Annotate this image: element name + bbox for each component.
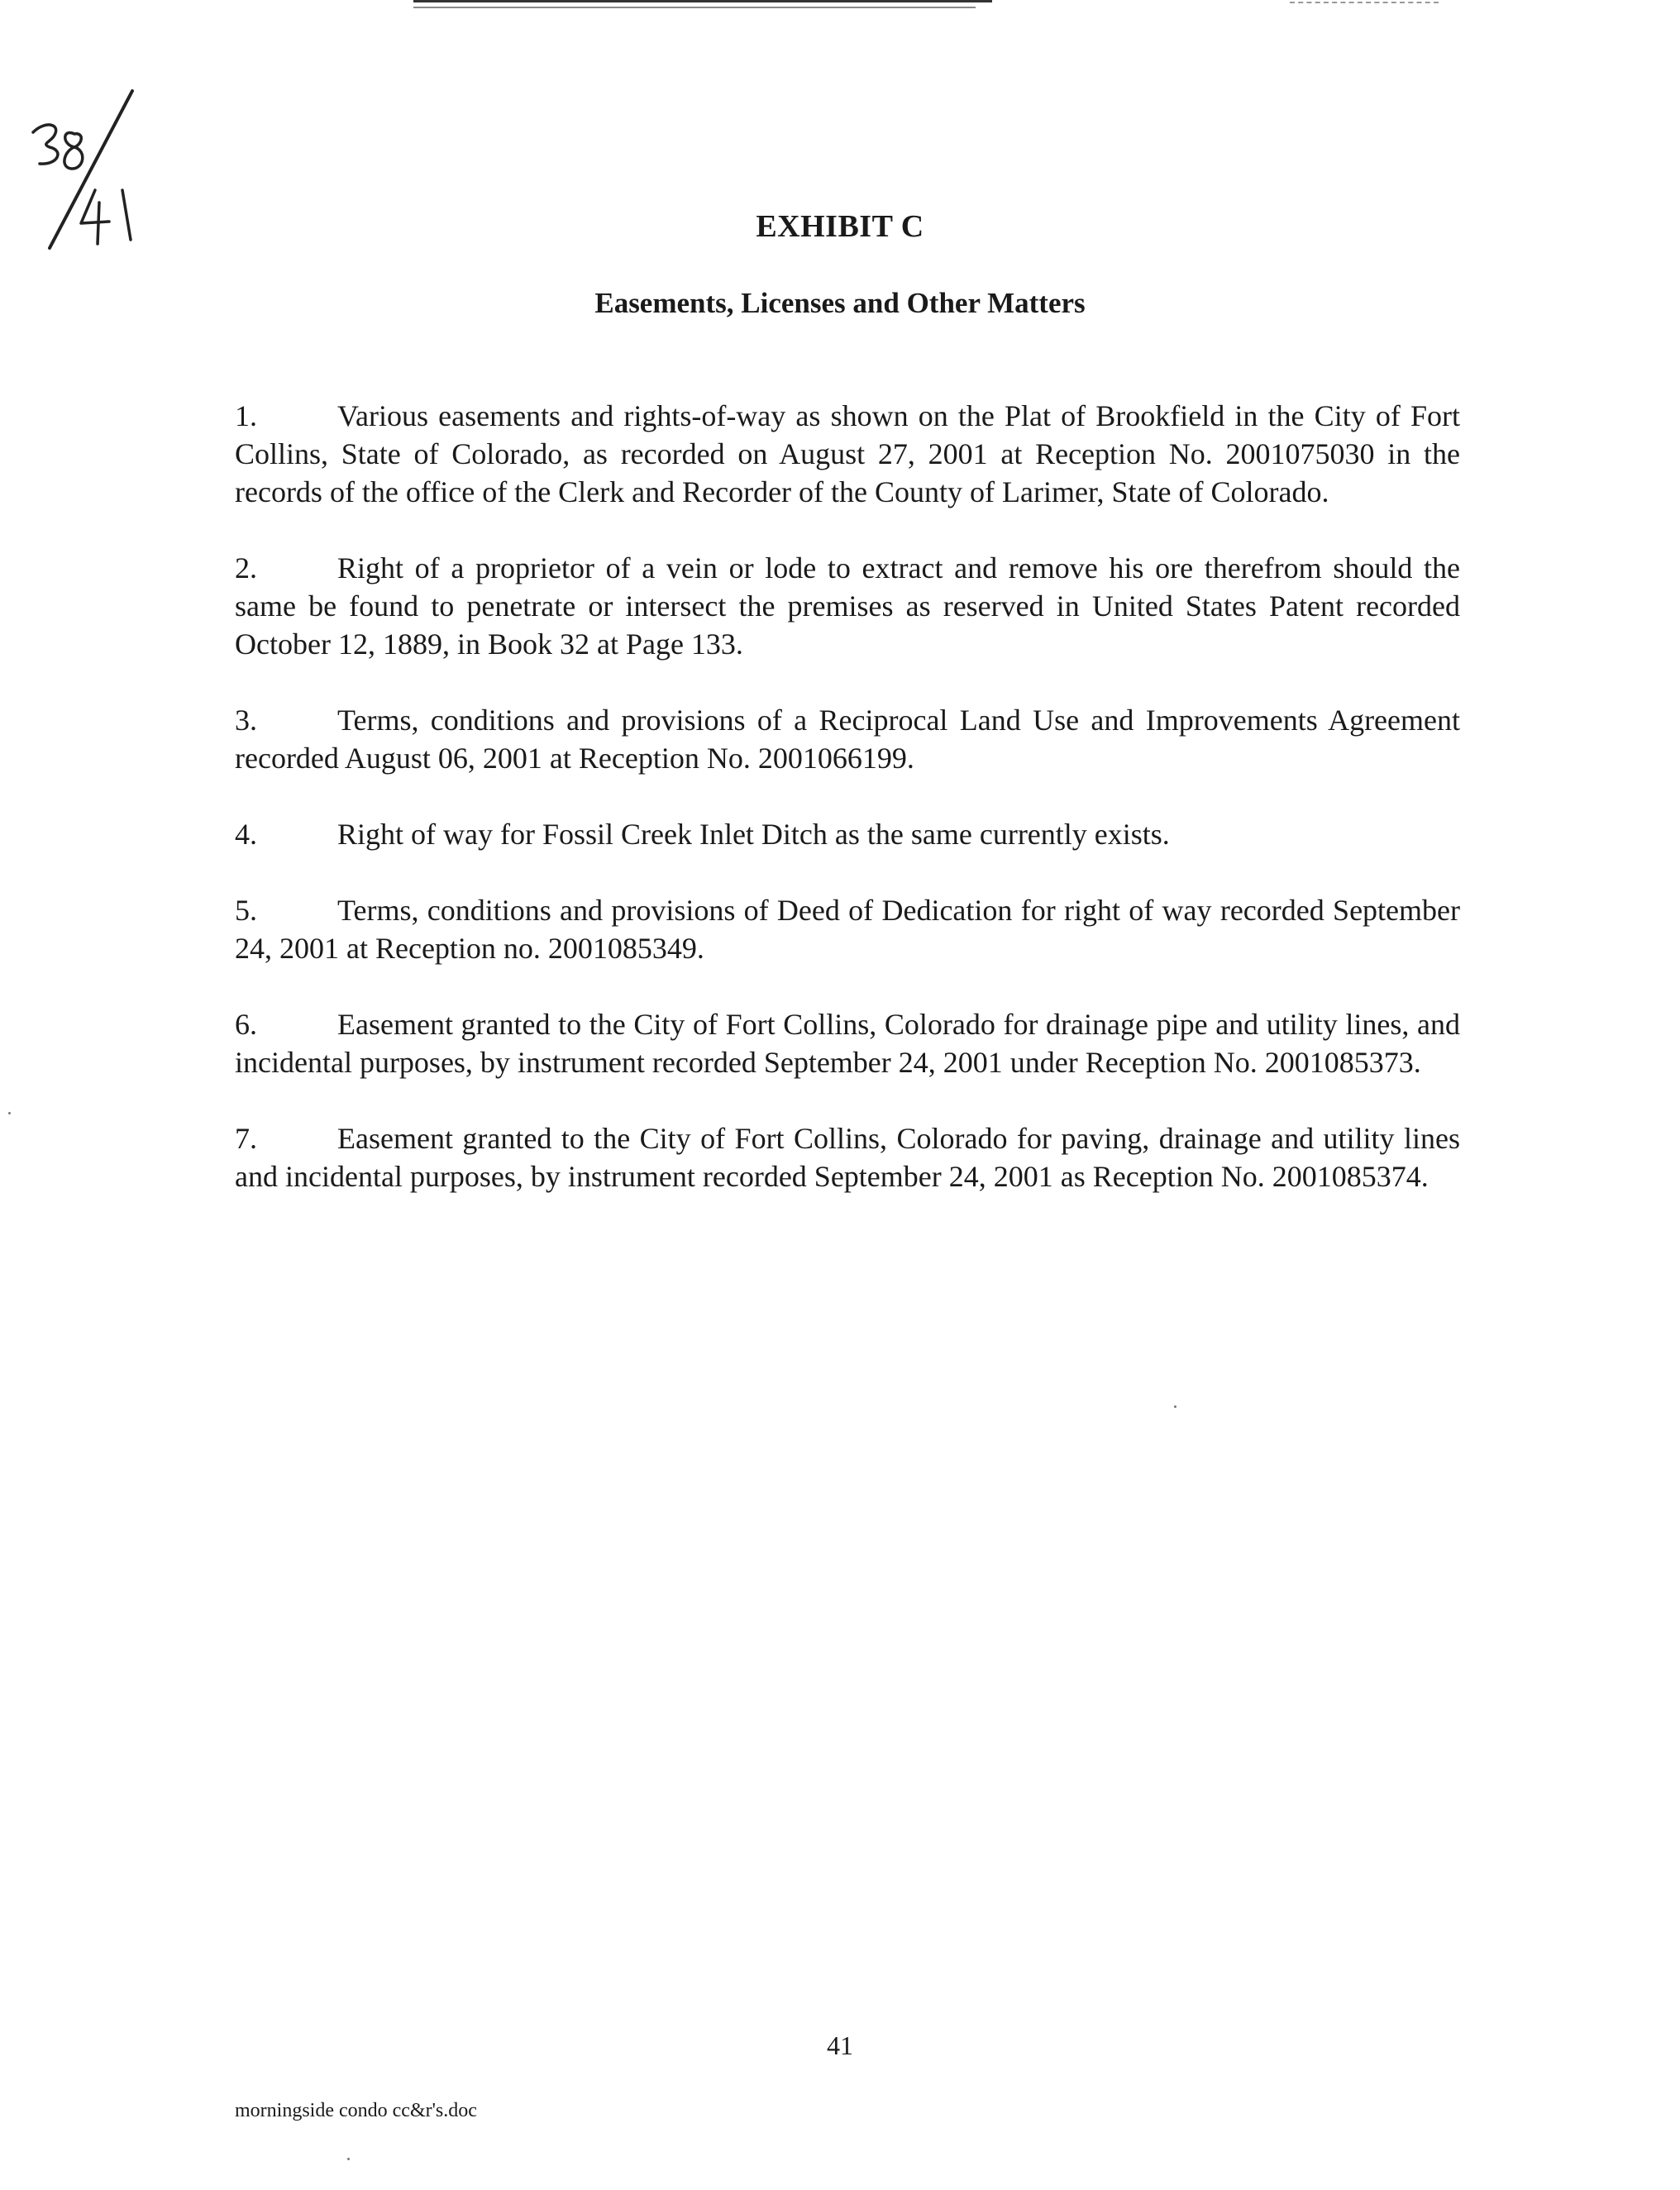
- list-item: [235, 815, 1460, 853]
- scan-artifact-line: [413, 0, 992, 2]
- item-number: 1.: [235, 399, 257, 432]
- scan-artifact-line-faint: [413, 7, 976, 8]
- item-number: 7.: [235, 1122, 257, 1155]
- scan-artifact-dashes: [1290, 2, 1439, 12]
- list-item: [235, 1005, 1460, 1081]
- list-item: [235, 549, 1460, 663]
- footer-filename: morningside condo cc&r's.doc: [235, 2100, 477, 2121]
- page-number: 41: [827, 2030, 853, 2060]
- item-text: Right of a proprietor of a vein or lode to extract and remove his ore therefrom should the same be found to penetrate or intersect the premises as reserved in United States Patent recorded October 12, 1889, in Book 32 at Page 133.: [235, 551, 1460, 661]
- item-number: 6.: [235, 1008, 257, 1041]
- exhibit-title: EXHIBIT C: [756, 209, 924, 244]
- list-item: [235, 701, 1460, 777]
- item-text: Terms, conditions and provisions of Deed of Dedication for right of way recorded September 24, 2001 at Reception no. 2001085349.: [235, 894, 1460, 965]
- item-text: Easement granted to the City of Fort Collins, Colorado for paving, drainage and utility lines and incidental purposes, by instrument recorded September 24, 2001 as Reception No. 2001085374.: [235, 1122, 1460, 1193]
- item-number: 3.: [235, 704, 257, 737]
- scan-speck: [1174, 1405, 1176, 1408]
- list-item: [235, 1119, 1460, 1195]
- item-text: Various easements and rights-of-way as shown on the Plat of Brookfield in the City of Fort Collins, State of Colorado, as recorded on August 27, 2001 at Reception No. 2001075030 in the records of the office of the Clerk and Recorder of the County of Larimer, State of Colorado.: [235, 399, 1460, 508]
- item-number: 4.: [235, 818, 257, 851]
- scan-speck: [8, 1112, 11, 1114]
- item-list: [235, 397, 1460, 1233]
- item-text: Terms, conditions and provisions of a Reciprocal Land Use and Improvements Agreement recorded August 06, 2001 at Reception No. 2001066199.: [235, 704, 1460, 775]
- item-text: Easement granted to the City of Fort Collins, Colorado for drainage pipe and utility lines, and incidental purposes, by instrument recorded September 24, 2001 under Reception No. 2001085373.: [235, 1008, 1460, 1079]
- exhibit-subtitle: Easements, Licenses and Other Matters: [594, 287, 1086, 319]
- list-item: [235, 397, 1460, 511]
- item-number: 5.: [235, 894, 257, 927]
- list-item: [235, 891, 1460, 967]
- item-text: Right of way for Fossil Creek Inlet Ditch as the same currently exists.: [337, 818, 1170, 851]
- item-number: 2.: [235, 551, 257, 584]
- scan-speck: [347, 2158, 350, 2160]
